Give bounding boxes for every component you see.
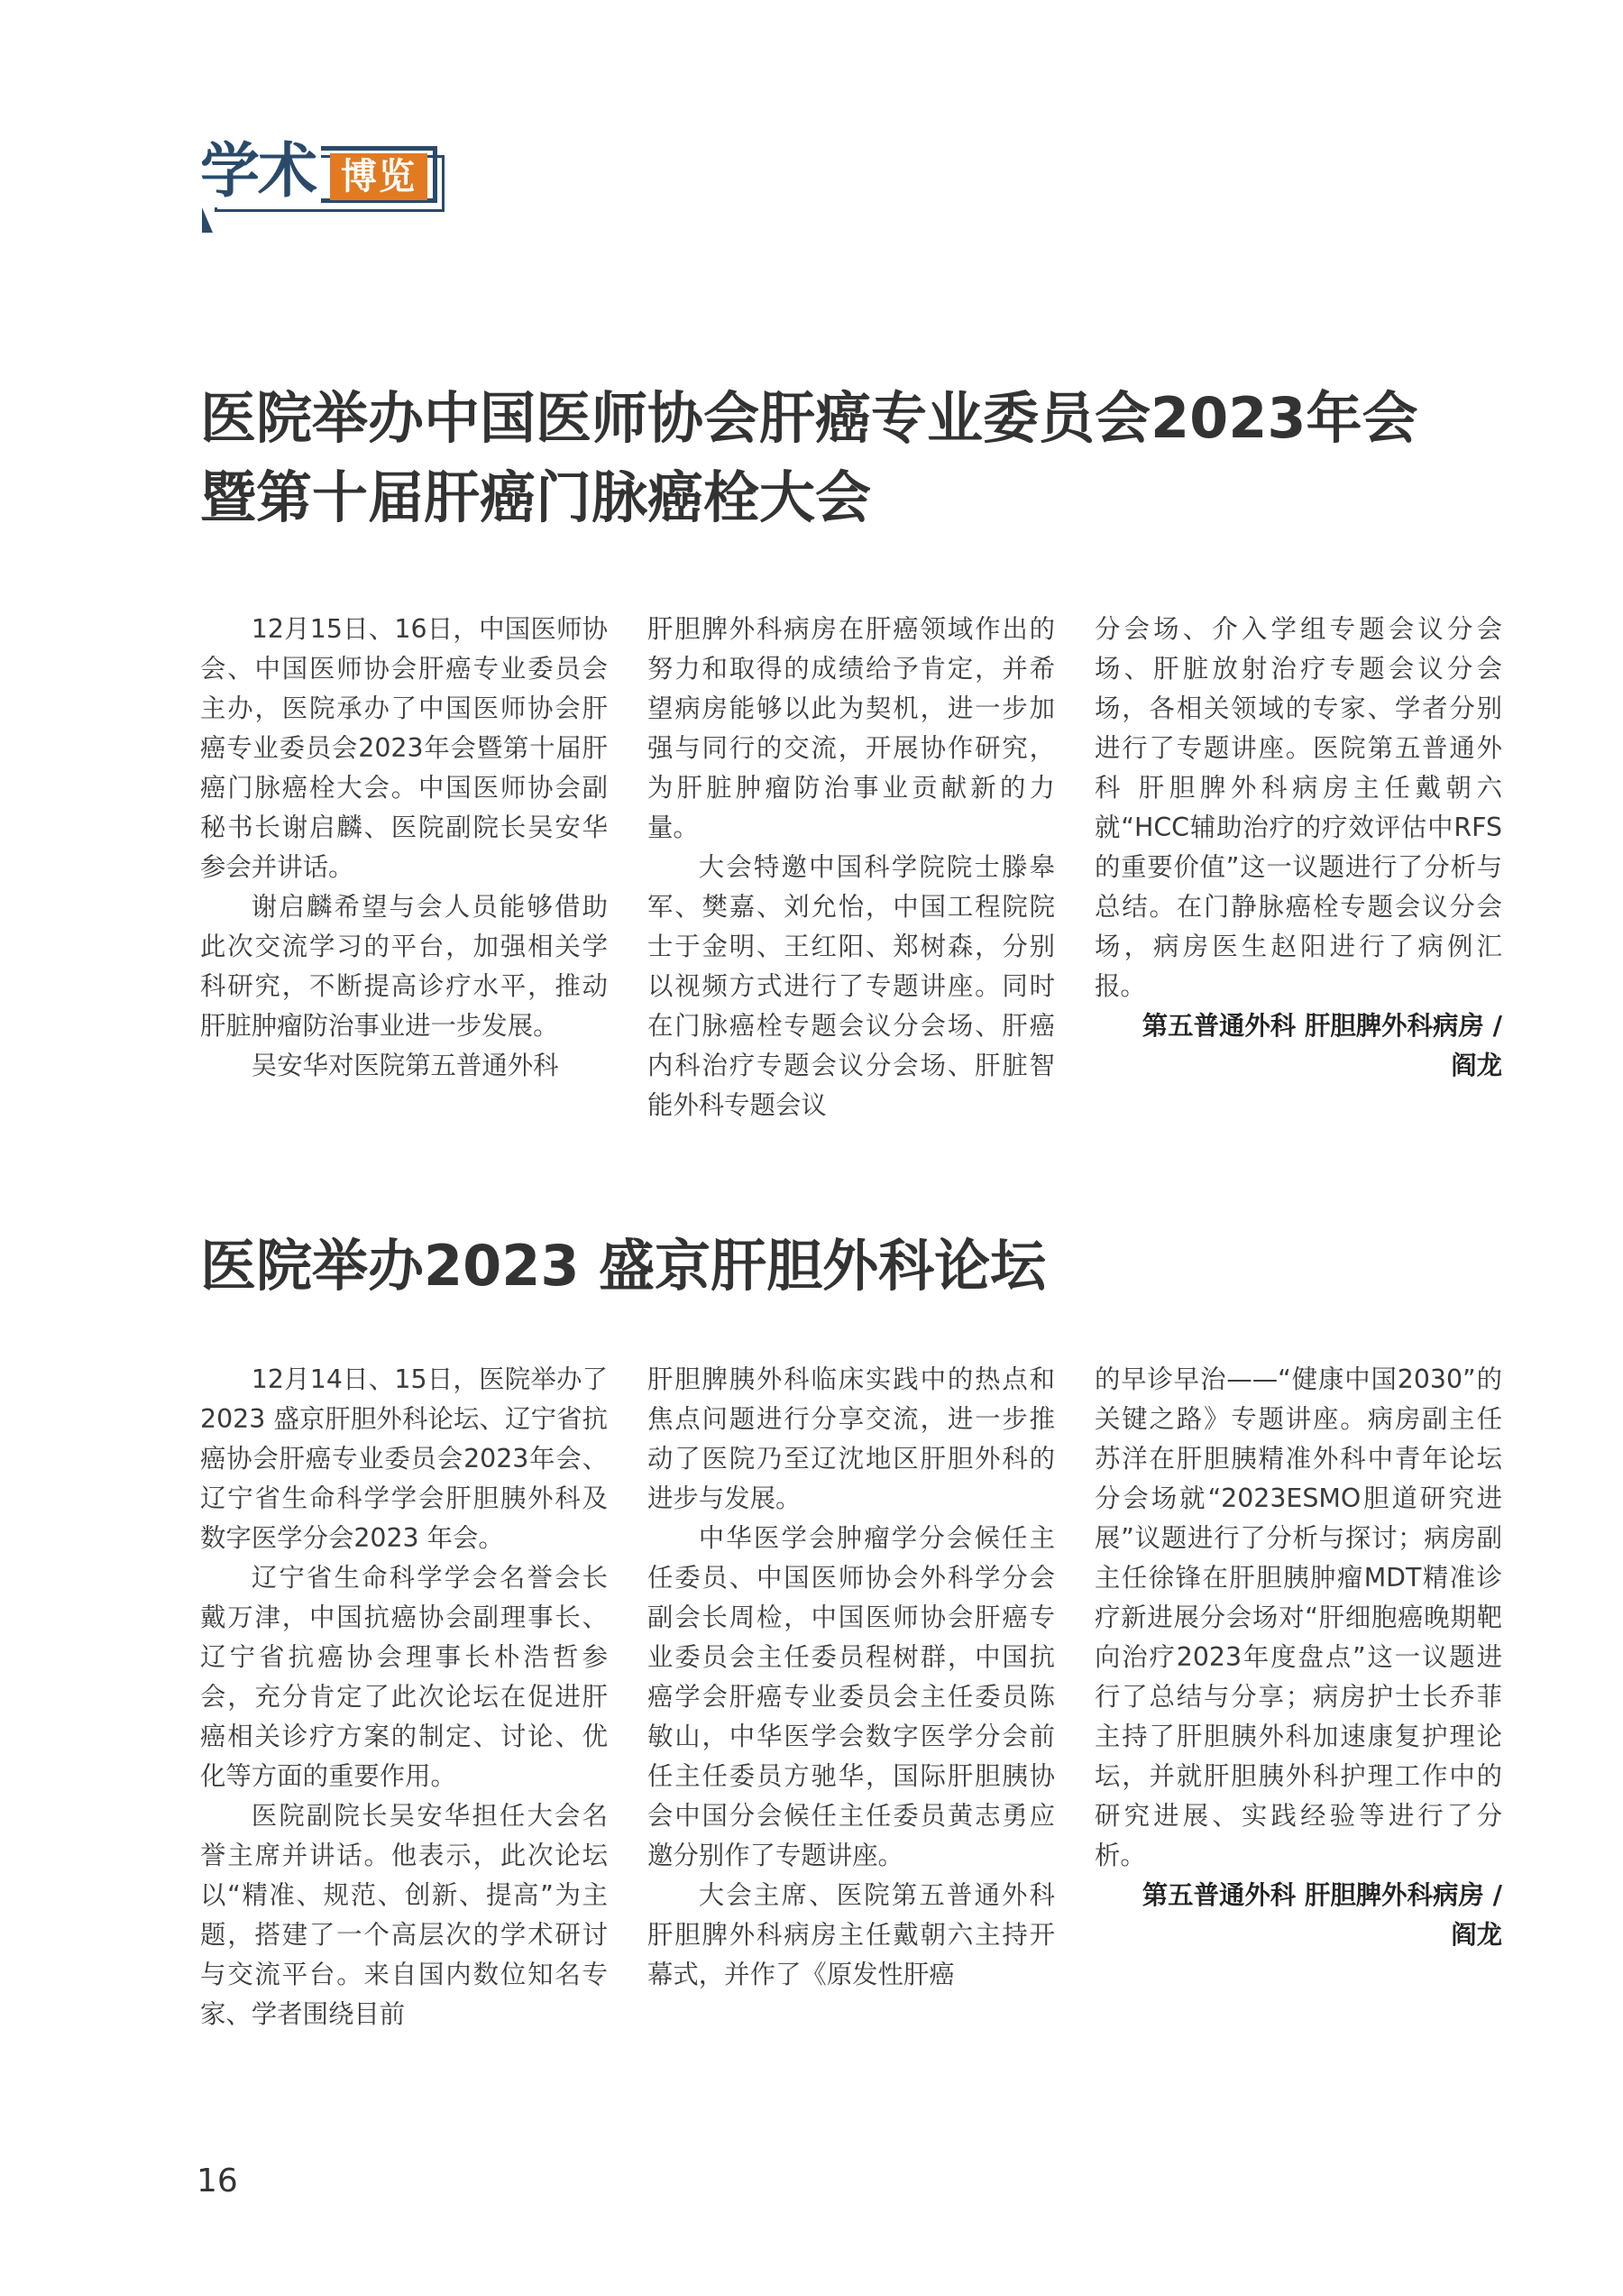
article2-paragraph: 肝胆脾胰外科临床实践中的热点和焦点问题进行分享交流，进一步推动了医院乃至辽沈地区肝胆外科的进步与发展。 [647, 1364, 1055, 1513]
article1-title-line1: 医院举办中国医师协会肝癌专业委员会2023年会 [200, 385, 1418, 451]
article1-paragraph: 12月15日、16日，中国医师协会、中国医师协会肝癌专业委员会主办，医院承办了中国医师协会肝癌专业委员会2023年会暨第十届肝癌门脉癌栓大会。中国医师协会副秘书长谢启麟、医院副院长吴安华参会并讲话。 [200, 614, 608, 882]
logo-tag: 博览 [330, 153, 427, 200]
article1-column1 [200, 610, 608, 1086]
article2-byline-dept: 第五普通外科 肝胆脾外科病房 / [1142, 1880, 1502, 1910]
section-logo [197, 135, 451, 234]
article2-paragraph: 辽宁省生命科学学会名誉会长戴万津，中国抗癌协会副理事长、辽宁省抗癌协会理事长朴浩哲参会，充分肯定了此次论坛在促进肝癌相关诊疗方案的制定、讨论、优化等方面的重要作用。 [200, 1563, 608, 1791]
article1-column2 [647, 610, 1055, 1125]
article2-paragraph: 医院副院长吴安华担任大会名誉主席并讲话。他表示，此次论坛以“精准、规范、创新、提高”为主题，搭建了一个高层次的学术研讨与交流平台。来自国内数位知名专家、学者围绕目前 [200, 1801, 608, 2029]
article2-column3 [1095, 1360, 1502, 1955]
article1-paragraph: 肝胆脾外科病房在肝癌领域作出的努力和取得的成绩给予肯定，并希望病房能够以此为契机，进一步加强与同行的交流，开展协作研究，为肝脏肿瘤防治事业贡献新的力量。 [647, 614, 1055, 842]
article1-byline-author: 阎龙 [1451, 1051, 1502, 1080]
article2-paragraph: 12月14日、15日，医院举办了2023 盛京肝胆外科论坛、辽宁省抗癌协会肝癌专业委员会2023年会、辽宁省生命科学学会肝胆胰外科及数字医学分会2023 年会。 [200, 1364, 608, 1553]
article1-title-line2: 暨第十届肝癌门脉癌栓大会 [200, 464, 872, 530]
article1-byline-dept: 第五普通外科 肝胆脾外科病房 / [1142, 1011, 1502, 1041]
article1-paragraph: 大会特邀中国科学院院士滕皋军、樊嘉、刘允怡，中国工程院院士于金明、王红阳、郑树森，分别以视频方式进行了专题讲座。同时在门脉癌栓专题会议分会场、肝癌内科治疗专题会议分会场、肝脏智能外科专题会议 [647, 852, 1055, 1120]
article2-column2 [647, 1360, 1055, 1995]
article1-column3 [1095, 610, 1502, 1086]
article1-paragraph: 吴安华对医院第五普通外科 [251, 1051, 559, 1080]
logo-main-text: 学术 [197, 135, 321, 207]
article2-byline-author: 阎龙 [1451, 1920, 1502, 1950]
article1-paragraph: 分会场、介入学组专题会议分会场、肝脏放射治疗专题会议分会场，各相关领域的专家、学者分别进行了专题讲座。医院第五普通外科 肝胆脾外科病房主任戴朝六就“HCC辅助治疗的疗效评估中RFS的重要价值”这一议题进行了分析与总结。在门静脉癌栓专题会议分会场，病房医生赵阳进行了病例汇报。 [1095, 614, 1502, 1001]
article2-paragraph: 的早诊早治——“健康中国2030”的关键之路》专题讲座。病房副主任苏洋在肝胆胰精准外科中青年论坛分会场就“2023ESMO胆道研究进展”议题进行了分析与探讨；病房副主任徐锋在肝胆胰肿瘤MDT精准诊疗新进展分会场对“肝细胞癌晚期靶向治疗2023年度盘点”这一议题进行了总结与分享；病房护士长乔菲主持了肝胆胰外科加速康复护理论坛，并就肝胆胰外科护理工作中的研究进展、实践经验等进行了分析。 [1095, 1364, 1502, 1870]
article2-column1 [200, 1360, 608, 2034]
logo-speech-tail [202, 207, 213, 233]
article2-paragraph: 中华医学会肿瘤学分会候任主任委员、中国医师协会外科学分会副会长周检，中国医师协会肝癌专业委员会主任委员程树群，中国抗癌学会肝癌专业委员会主任委员陈敏山，中华医学会数字医学分会前任主任委员方驰华，国际肝胆胰协会中国分会候任主任委员黄志勇应邀分别作了专题讲座。 [647, 1523, 1055, 1870]
article2-title: 医院举办2023 盛京肝胆外科论坛 [200, 1233, 1047, 1299]
article1-title [200, 379, 1535, 537]
article2-paragraph: 大会主席、医院第五普通外科 肝胆脾外科病房主任戴朝六主持开幕式，并作了《原发性肝癌 [647, 1880, 1055, 1989]
page-number: 16 [197, 2163, 238, 2200]
article1-paragraph: 谢启麟希望与会人员能够借助此次交流学习的平台，加强相关学科研究，不断提高诊疗水平，推动肝脏肿瘤防治事业进一步发展。 [200, 892, 608, 1041]
